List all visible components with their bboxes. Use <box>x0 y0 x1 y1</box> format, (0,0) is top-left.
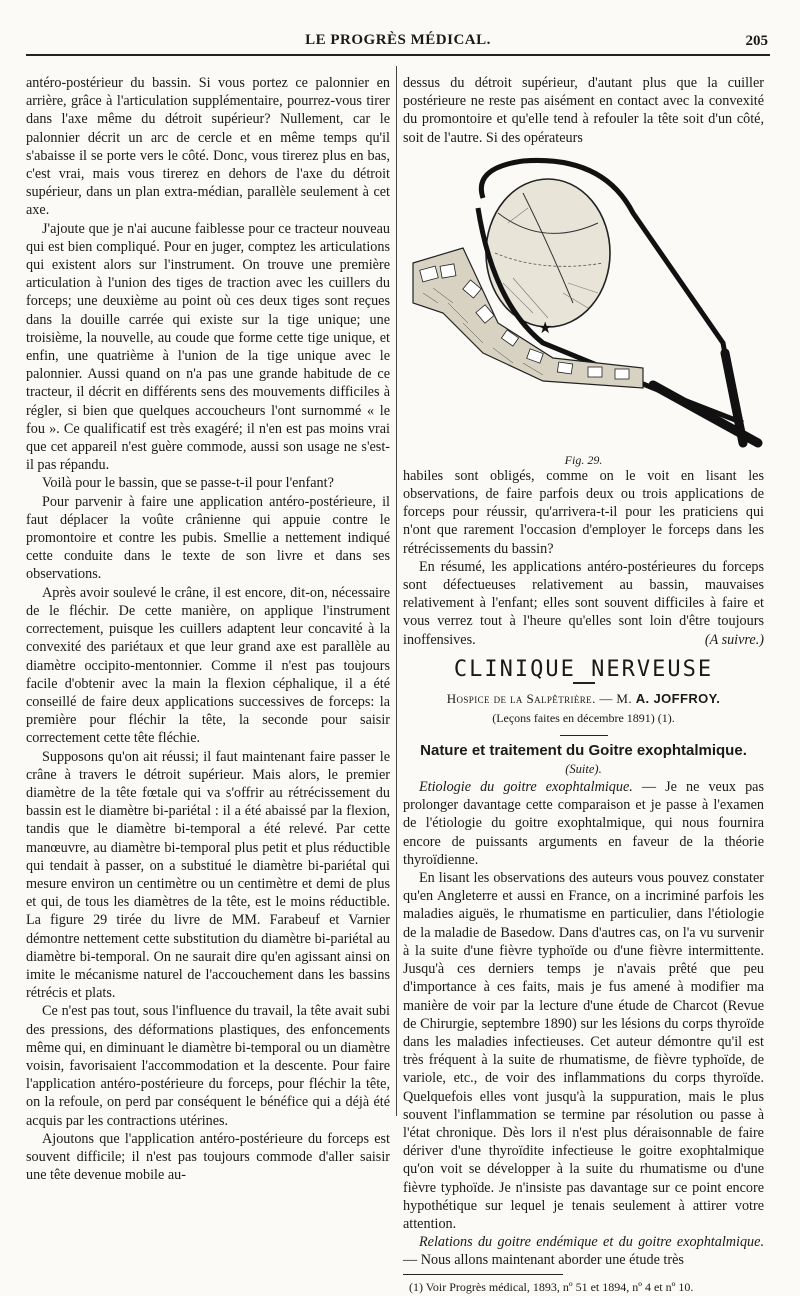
paragraph: Ajoutons que l'application antéro-postérieure du forceps est souvent difficile; il n'est pas toujours commode d'aller saisir une tête devenue mobile au- <box>26 1130 390 1184</box>
hospice-line <box>403 690 764 708</box>
paragraph: En résumé, les applications antéro-postérieures du forceps sont défectueuses relativement au bassin, mauvaises relativement à l'enfant; elles sont souvent difficiles à faire et vous verrez tout à l'heure qu'elles sont loin d'être toujours inoffensives. <box>403 558 764 648</box>
paragraph <box>403 778 764 869</box>
section-rule <box>573 682 595 684</box>
section-title: CLINIQUE NERVEUSE <box>453 657 714 683</box>
column-divider <box>396 66 397 1116</box>
paragraph: Ce n'est pas tout, sous l'influence du travail, la tête avait subi des pressions, des déformations plastiques, des enfoncements même qui, en diminuant le diamètre bi-temporal ou un diamètre voisin, favorisaient l'accommodation et la descente. Pour faire l'application antéro-postérieure du forceps, pour fléchir la tête, on la refoule, on perd par conséquent le bénéfice qui a déjà été acquis par les contractions utérines. <box>26 1003 390 1129</box>
footnote-rule <box>403 1274 563 1275</box>
paragraph: Voilà pour le bassin, que se passe-t-il pour l'enfant? <box>42 475 334 492</box>
subheading-italic: Etiologie du goitre exophtalmique. <box>419 779 633 796</box>
paragraph: Pour parvenir à faire une application antéro-postérieure, il faut déplacer la voûte crânienne qui appuie contre le promontoire et contre les pubis. Smellie a nettement indiqué cette conduite dans le texte de son livre et dans ses observations. <box>26 493 390 583</box>
paragraph <box>403 1233 764 1269</box>
page-number: 205 <box>745 33 768 49</box>
paragraph: habiles sont obligés, comme on le voit en lisant les observations, de faire parfois deux ou trois applications de forceps pour réussir, qu'arrivera-t-il pour les praticiens qui n'ont que rarement l'occasion d'employer le forceps dans les rétrécissements du bassin? <box>403 467 764 557</box>
paragraph: dessus du détroit supérieur, d'autant plus que la cuiller postérieure ne reste pas aisément en contact avec la convexité du promontoire et qu'elle tend à refouler la tête soit d'un côté, soit de l'autre. Si des opérateurs <box>403 75 764 146</box>
short-rule <box>560 735 608 736</box>
paragraph: Après avoir soulevé le crâne, il est encore, dit-on, nécessaire de le fléchir. De cette manière, on applique l'instrument correctement, puisque les cuillers adaptent leur concavité à la convexité des pariétaux et que leur grand axe est parallèle au diamètre occipito-mentonnier. Comme il n'est pas toujours facile d'obtenir avec la main la flexion céphalique, il a été conseillé de faire deux applications successives de forceps: la première pour fléchir la tête, la seconde pour saisir correctement cette tête fléchie. <box>26 584 390 747</box>
lecons-line: (Leçons faites en décembre 1891) (1). <box>492 711 675 726</box>
right-column <box>403 74 764 1296</box>
forceps-illustration <box>403 153 764 451</box>
star-marker: ★ <box>538 317 553 337</box>
figure-29 <box>403 153 764 453</box>
hospice-name: Hospice de la Salpêtrière. — M. <box>446 691 633 707</box>
running-title: LE PROGRÈS MÉDICAL. <box>305 32 491 48</box>
left-column <box>26 74 390 1184</box>
paragraph: J'ajoute que je n'ai aucune faiblesse pour ce tracteur nouveau qui est bien compliqué. Pour en juger, comptez les articulations qui existent alors sur l'instrument. On trouve une première articulation à l'union des tiges de traction avec les cuillers du forceps; une deuxième au point où ces deux tiges sont reçues dans la douille carrée qui existe sur la tige unique; une troisième, la nouvelle, au coude que forme cette tige unique, et enfin, une quatrième à l'union de la tige unique avec le palonnier. Aussi quand on n'a pas une grande habitude de ce tracteur, il décrit en différents sens des mouvements difficiles à régler, si bien que quelques accoucheurs l'ont surnommé « le fou ». Ce qualificatif est très exagéré; il n'en est pas moins vrai que cet appareil n'est guère commode, aussi son usage ne s'est-il pas répandu. <box>26 220 390 474</box>
paragraph: En lisant les observations des auteurs vous pouvez constater qu'en Angleterre et aussi en France, on a incriminé parfois les maladies aiguës, le rhumatisme en particulier, dans l'étiologie de la maladie de Basedow. Dans d'autres cas, on l'a vu survenir à la suite d'une fièvre typhoïde ou d'une fièvre intermittente. Jusqu'à ces derniers temps je n'avais prêté que peu d'importance à ces faits, mais je fus amené à modifier ma manière de voir par la lecture d'une étude de Charcot (Revue de Chirurgie, septembre 1890) sur les lésions du corps thyroïde dans les maladies infectieuses. Cet auteur démontre qu'il est très fréquent à la suite de rhumatisme, de fièvre typhoïde, de variole, etc., de voir des inflammations du corps thyroïde. Quelquefois elles vont jusqu'à la suppuration, mais le plus souvent l'inflammation se termine par résolution ou passe à l'état chronique. Dès lors il n'est plus déraisonnable de faire dériver d'une thyroïdite infectieuse le goitre exophtalmique qu'on voit se développer à la suite du rhumatisme ou d'une fièvre typhoïde. Je n'insiste pas davantage sur ce point encore hypothétique sur lequel je tenais seulement à attirer votre attention. <box>403 870 764 1232</box>
fetal-head-shape <box>486 179 610 327</box>
a-suivre: (A suivre.) <box>704 631 764 648</box>
paragraph: antéro-postérieur du bassin. Si vous portez ce palonnier en arrière, grâce à l'articulation supplémentaire, pourrez-vous tirer dans l'axe même du détroit supérieur? Nullement, car le palonnier décrit un arc de cercle et en même temps qu'il s'abaisse il se porte vers le côté. Donc, vous tirerez plus en bas, c'est vrai, mais vous tirerez en dehors de l'axe du détroit supérieur, dans un plan extra-médian, parallèle seulement à cet axe. <box>26 75 390 219</box>
paragraph-text: — Nous allons maintenant aborder une étude très <box>403 1252 684 1269</box>
footnote: (1) Voir Progrès médical, 1893, nº 51 et 1894, nº 4 et nº 10. <box>409 1279 694 1294</box>
suite-label: (Suite). <box>565 761 602 776</box>
author-name: A. JOFFROY. <box>635 691 721 707</box>
page-header <box>26 30 770 56</box>
figure-caption: Fig. 29. <box>564 452 603 467</box>
paragraph: Supposons qu'on ait réussi; il faut maintenant faire passer le crâne à travers le détroit supérieur. Mais alors, le premier diamètre de la tête fœtale qui va s'offrir au rétrécissement du bassin est le diamètre bi-pariétal : il a été abaissé par la flexion, tandis que le diamètre bi-temporal a été relevé. Par cette manœuvre, au diamètre bi-temporal plus petit et plus réductible qui tendait à passer, on a substitué le diamètre bi-pariétal qui mesure environ un centimètre ou un centimètre et demi de plus et qui, de tous les diamètres de la tête, est le moins réductible. La figure 29 tirée du livre de MM. Farabeuf et Varnier démontre nettement cette substitution du diamètre bi-pariétal au diamètre bi-temporal. On ne saurait dire qu'en agissant ainsi on imite le mécanisme naturel de l'accouchement dans les bassins rétrécis et plats. <box>26 748 390 1002</box>
paragraph-text: — Je ne veux pas prolonger davantage cette comparaison et je passe à l'examen de l'étiologie du goitre exophtalmique, qui nous fournira encore de puissants arguments en faveur de la théorie thyroïdienne. <box>403 779 764 868</box>
article-title: Nature et traitement du Goitre exophtalmique. <box>420 741 747 759</box>
subheading-italic: Relations du goitre endémique et du goitre exophtalmique. <box>419 1234 764 1251</box>
